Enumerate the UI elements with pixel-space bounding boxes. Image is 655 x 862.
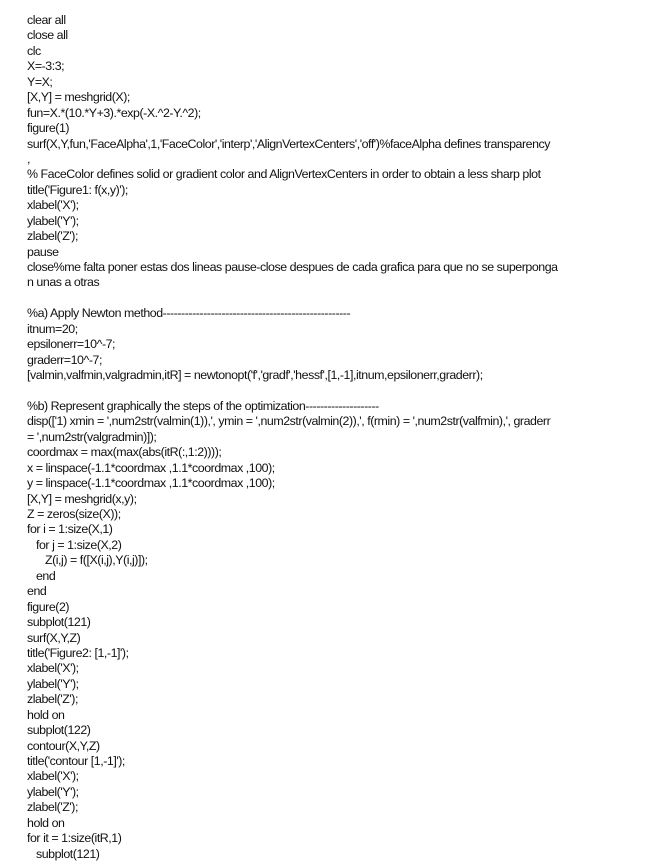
- code-line: Z(i,j) = f([X(i,j),Y(i,j)]);: [27, 553, 148, 568]
- code-line: [27, 291, 639, 306]
- code-line: end: [27, 568, 56, 583]
- code-document: [27, 13, 639, 862]
- code-line: %b) Represent graphically the steps of the optimization--------------------: [27, 398, 379, 413]
- code-line: graderr=10^-7;: [27, 352, 102, 367]
- code-line: xlabel('X');: [27, 198, 79, 213]
- code-line: y = linspace(-1.1*coordmax ,1.1*coordmax ,100);: [27, 476, 275, 491]
- code-line: % FaceColor defines solid or gradient color and AlignVertexCenters in order to obtain a less sharp plot: [27, 167, 541, 182]
- code-line: zlabel('Z');: [27, 692, 78, 707]
- code-line: hold on: [27, 815, 65, 830]
- code-line: title('Figure2: [1,-1]');: [27, 645, 129, 660]
- code-line: ylabel('Y');: [27, 784, 79, 799]
- code-line: [27, 384, 639, 399]
- code-line: coordmax = max(max(abs(itR(:,1:2))));: [27, 445, 222, 460]
- code-line: ylabel('Y');: [27, 676, 79, 691]
- code-line: Z = zeros(size(X));: [27, 507, 121, 521]
- code-line: subplot(121): [27, 615, 91, 630]
- code-line: figure(2): [27, 599, 70, 614]
- code-line: end: [27, 584, 47, 599]
- code-line: epsilonerr=10^-7;: [27, 337, 116, 352]
- code-line: subplot(121): [27, 846, 100, 861]
- code-line: zlabel('Z');: [27, 229, 78, 244]
- code-line: Y=X;: [27, 74, 53, 89]
- code-line: figure(1): [27, 121, 70, 136]
- code-line: ylabel('Y');: [27, 213, 79, 228]
- code-line: xlabel('X');: [27, 769, 79, 784]
- code-line: contour(X,Y,Z): [27, 738, 100, 753]
- code-line: clear all: [27, 13, 66, 27]
- code-line: n unas a otras: [27, 275, 100, 290]
- code-line: itnum=20;: [27, 321, 78, 336]
- code-line: xlabel('X');: [27, 661, 79, 676]
- code-line: zlabel('Z');: [27, 800, 78, 815]
- code-line: [X,Y] = meshgrid(X);: [27, 90, 130, 105]
- code-line: [X,Y] = meshgrid(x,y);: [27, 491, 137, 506]
- code-line: for j = 1:size(X,2): [27, 537, 122, 552]
- code-line: for i = 1:size(X,1): [27, 522, 113, 537]
- code-line: surf(X,Y,fun,'FaceAlpha',1,'FaceColor','interp','AlignVertexCenters','off')%faceAlpha defines transparency: [27, 136, 551, 151]
- code-line: pause: [27, 244, 59, 259]
- code-line: ,: [27, 151, 30, 166]
- code-line: for it = 1:size(itR,1): [27, 831, 122, 846]
- code-line: fun=X.*(10.*Y+3).*exp(-X.^2-Y.^2);: [27, 105, 201, 120]
- code-line: [valmin,valfmin,valgradmin,itR] = newtonopt('f','gradf','hessf',[1,-1],itnum,epsilonerr,graderr);: [27, 368, 483, 383]
- code-line: hold on: [27, 707, 65, 722]
- code-line: clc: [27, 43, 41, 58]
- code-line: x = linspace(-1.1*coordmax ,1.1*coordmax ,100);: [27, 460, 275, 475]
- code-line: %a) Apply Newton method---------------------------------------------------: [27, 306, 351, 321]
- code-line: title('Figure1: f(x,y)');: [27, 182, 128, 197]
- code-line: surf(X,Y,Z): [27, 630, 81, 645]
- code-line: = ',num2str(valgradmin)]);: [27, 429, 157, 444]
- code-line: subplot(122): [27, 723, 91, 738]
- code-line: close all: [27, 28, 68, 43]
- code-line: title('contour [1,-1]');: [27, 754, 125, 768]
- code-line: disp(['1) xmin = ',num2str(valmin(1)),', ymin = ',num2str(valmin(2)),', f(rmin) = ',num2str(valfmin),', graderr: [27, 414, 551, 429]
- code-line: close%me falta poner estas dos lineas pause-close despues de cada grafica para que no se superponga: [27, 260, 558, 274]
- code-line: X=-3:3;: [27, 59, 65, 74]
